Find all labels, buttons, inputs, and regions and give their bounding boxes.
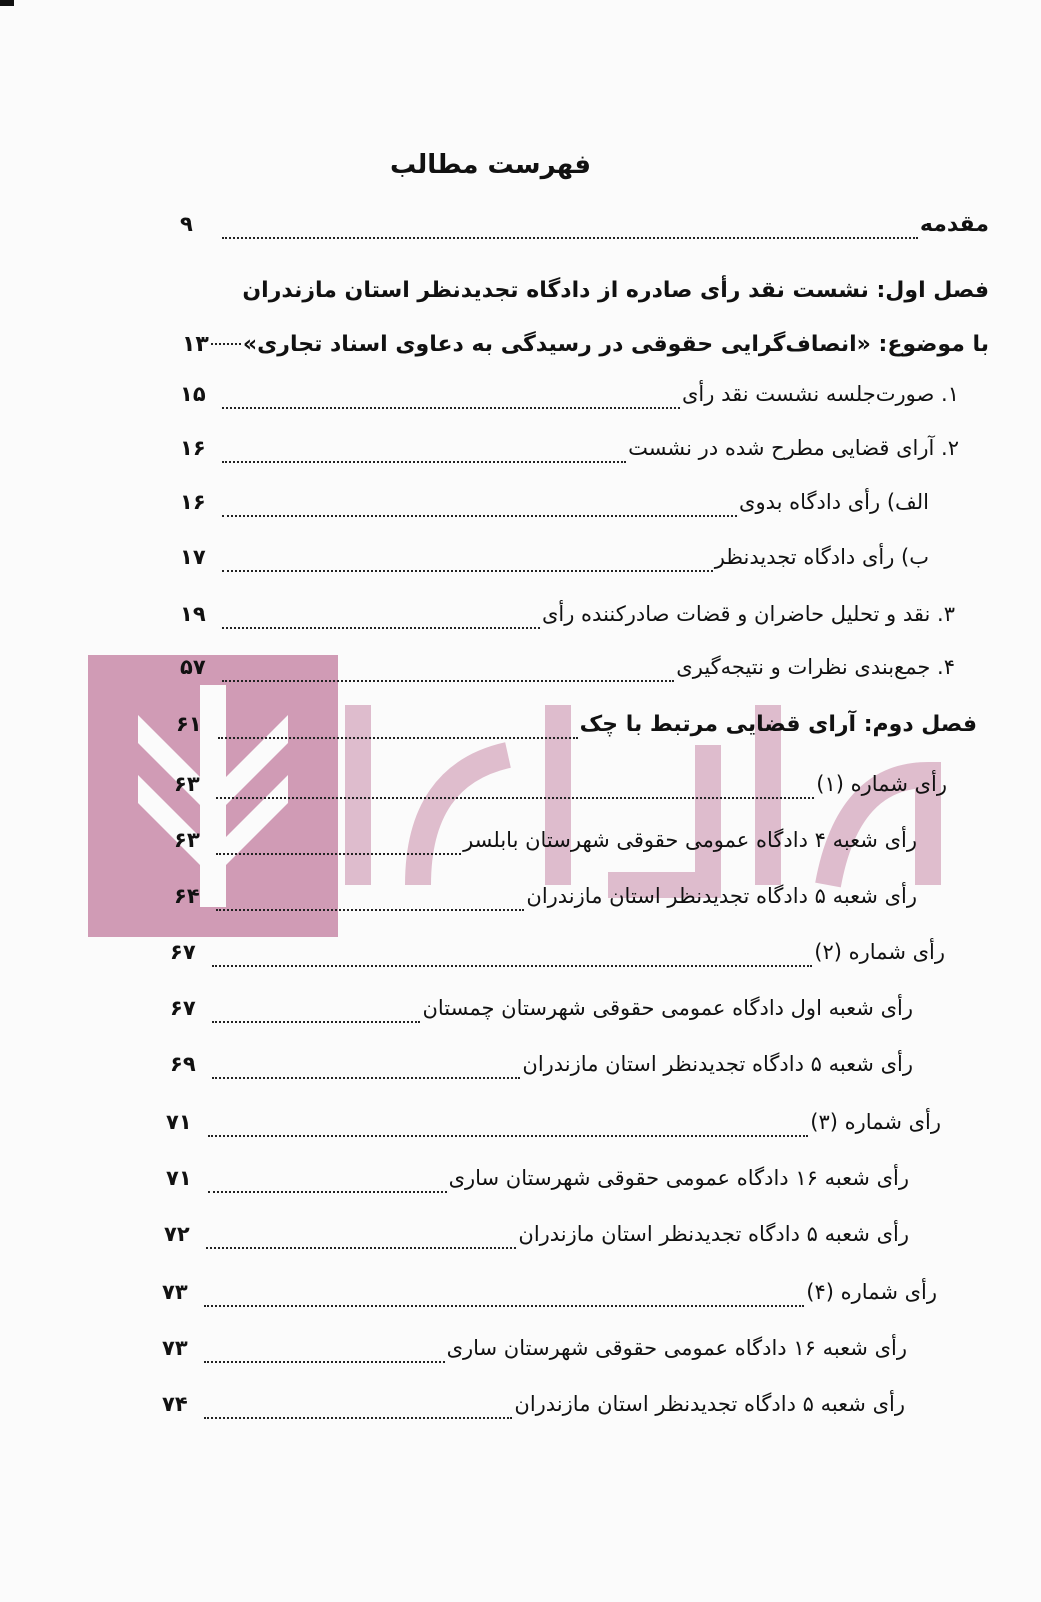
toc-entry-label: رأی شماره (۲): [814, 940, 945, 964]
toc-entry-page: ۶۴: [174, 884, 200, 908]
dot-leader: [218, 737, 578, 739]
toc-entry-label: رأی شماره (۳): [810, 1110, 941, 1134]
toc-entry-page: ۷۳: [162, 1280, 188, 1304]
dot-leader: [222, 237, 918, 239]
toc-entry-label: ۲. آرای قضایی مطرح شده در نشست: [628, 436, 959, 460]
dot-leader: [222, 627, 540, 629]
toc-entry-page: ۶۹: [170, 1052, 196, 1076]
toc-entry-page: ۱۹: [180, 602, 206, 626]
toc-entry: [162, 1280, 937, 1316]
toc-entry: [166, 1166, 909, 1202]
toc-entry-label: رأی شعبه ۱۶ دادگاه عمومی حقوقی شهرستان ساری: [446, 1336, 907, 1360]
toc-entry-label: ۱. صورت‌جلسه نشست نقد رأی: [681, 382, 959, 406]
toc-entry-page: ۵۷: [180, 655, 206, 679]
chapter-1-page: ۱۳: [182, 332, 209, 357]
toc-entry-label: رأی شعبه ۴ دادگاه عمومی حقوقی شهرستان بابلسر: [463, 828, 917, 852]
toc-entry-label: الف) رأی دادگاه بدوی: [739, 490, 929, 514]
dot-leader: [212, 1021, 420, 1023]
toc-entry-page: ۶۷: [170, 940, 196, 964]
toc-entry: [174, 772, 947, 808]
toc-entry: [180, 545, 929, 581]
chapter-1-title: فصل اول: نشست نقد رأی صادره از دادگاه تجدیدنظر استان مازندران: [242, 278, 989, 303]
dot-leader: [208, 1191, 447, 1193]
toc-entry: [174, 828, 917, 864]
toc-entry: [164, 1222, 909, 1258]
toc-entry: [162, 1336, 907, 1372]
toc-entry-page: ۱۵: [180, 382, 206, 406]
toc-entry: [170, 1052, 913, 1088]
dot-leader: [204, 1305, 804, 1307]
toc-chapter-2: [176, 712, 977, 748]
toc-entry-page: ۷۴: [162, 1392, 188, 1416]
dot-leader: [211, 343, 241, 345]
page-title: فهرست مطالب: [390, 150, 591, 180]
dot-leader: [204, 1417, 512, 1419]
toc-entry-label: رأی شعبه ۱۶ دادگاه عمومی حقوقی شهرستان ساری: [448, 1166, 909, 1190]
toc-entry: [180, 655, 955, 691]
dot-leader: [216, 853, 461, 855]
toc-entry-label: رأی شعبه ۵ دادگاه تجدیدنظر استان مازندران: [526, 884, 917, 908]
toc-entry-label: رأی شعبه اول دادگاه عمومی حقوقی شهرستان چمستان: [422, 996, 913, 1020]
toc-entry-label: ۳. نقد و تحلیل حاضران و قضات صادرکننده رأی: [541, 602, 955, 626]
dot-leader: [204, 1361, 445, 1363]
toc-entry-label: رأی شعبه ۵ دادگاه تجدیدنظر استان مازندران: [522, 1052, 913, 1076]
chapter-1-subtitle: با موضوع: «انصاف‌گرایی حقوقی در رسیدگی به دعاوی اسناد تجاری»: [242, 332, 989, 357]
dot-leader: [212, 965, 812, 967]
chapter-1-line-2: [182, 318, 989, 372]
chapter-2-title: فصل دوم: آرای قضایی مرتبط با چک: [579, 712, 977, 737]
toc-entry-page: ۶۳: [174, 772, 200, 796]
toc-entry-page: ۷۳: [162, 1336, 188, 1360]
toc-entry: [162, 1392, 905, 1428]
toc-entry-page: ۱۷: [180, 545, 206, 569]
toc-entry-page: ۷۱: [166, 1166, 192, 1190]
dot-leader: [222, 570, 713, 572]
toc-entry-page: ۹: [180, 212, 193, 236]
toc-entry-label: رأی شعبه ۵ دادگاه تجدیدنظر استان مازندران: [514, 1392, 905, 1416]
toc-entry-page: ۱۶: [180, 436, 206, 460]
toc-entry: [180, 490, 929, 526]
toc-entry-intro: [180, 212, 989, 248]
dot-leader: [216, 909, 524, 911]
toc-entry: [180, 436, 959, 472]
dot-leader: [222, 515, 737, 517]
dot-leader: [216, 797, 814, 799]
dot-leader: [222, 680, 674, 682]
toc-entry-page: ۷۲: [164, 1222, 190, 1246]
toc-entry-label: رأی شماره (۱): [816, 772, 947, 796]
toc-entry-page: ۶۷: [170, 996, 196, 1020]
toc-entry-page: ۱۶: [180, 490, 206, 514]
dot-leader: [222, 461, 626, 463]
dot-leader: [206, 1247, 516, 1249]
toc-entry-label: رأی شعبه ۵ دادگاه تجدیدنظر استان مازندران: [518, 1222, 909, 1246]
chapter-1-line-1: [182, 264, 989, 318]
toc-entry-page: ۶۳: [174, 828, 200, 852]
dot-leader: [222, 407, 680, 409]
toc-entry: [166, 1110, 941, 1146]
toc-entry-label: رأی شماره (۴): [806, 1280, 937, 1304]
toc-entry-label: ب) رأی دادگاه تجدیدنظر: [714, 545, 929, 569]
toc-entry: [180, 382, 959, 418]
toc-entry-page: ۷۱: [166, 1110, 192, 1134]
toc-entry-label: مقدمه: [919, 212, 989, 237]
dot-leader: [208, 1135, 808, 1137]
dot-leader: [212, 1077, 520, 1079]
toc-entry: [170, 940, 945, 976]
toc-entry: [170, 996, 913, 1032]
toc-entry: [174, 884, 917, 920]
toc-entry-label: ۴. جمع‌بندی نظرات و نتیجه‌گیری: [676, 655, 955, 679]
toc-chapter-1: [182, 264, 989, 372]
chapter-2-page: ۶۱: [176, 712, 202, 736]
toc-entry: [180, 602, 955, 638]
